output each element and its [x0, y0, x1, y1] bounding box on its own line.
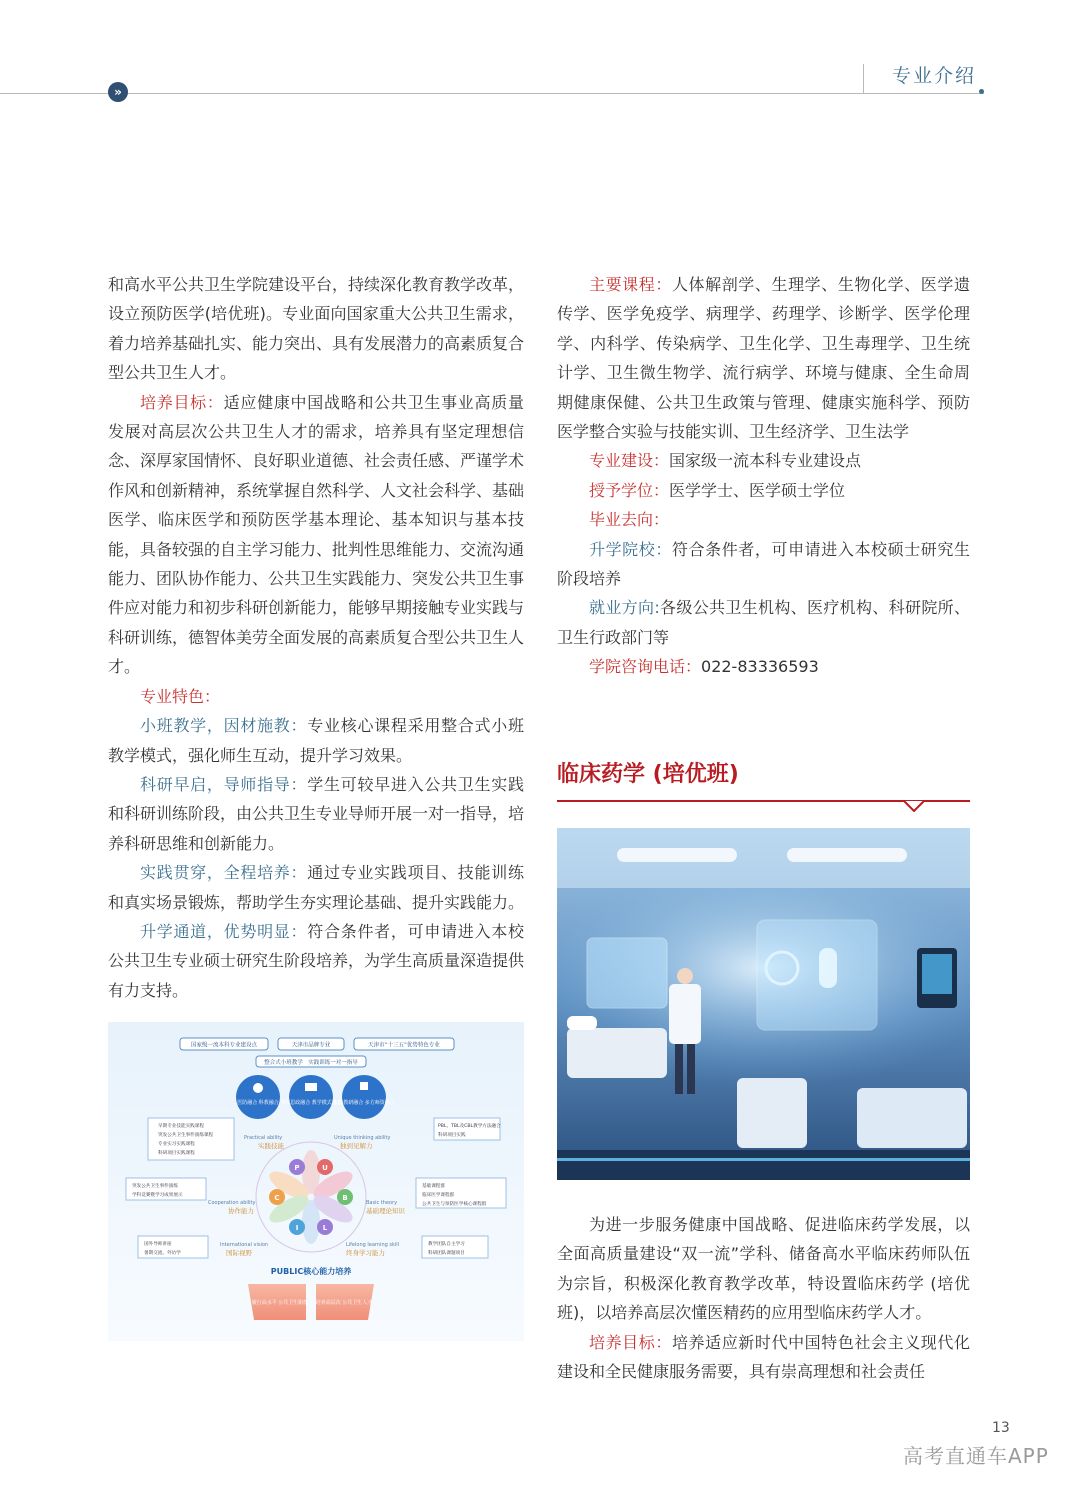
- ability-label-cn: 实践技能: [258, 1142, 284, 1150]
- feature-item: [108, 858, 524, 917]
- training-goal-label: 培养目标：: [140, 392, 224, 412]
- feature-label: 升学通道，优势明显：: [140, 921, 308, 941]
- section-notch-icon: [904, 800, 924, 812]
- list-item: 突发公共卫生事件演练课程: [158, 1133, 214, 1138]
- list-item: 公共卫生与预防医学核心课程群: [422, 1202, 487, 1207]
- list-item: 科研团队课题项目: [428, 1251, 465, 1256]
- public-letter: B: [342, 1194, 348, 1202]
- courses-paragraph: [557, 270, 970, 446]
- feature-item: [108, 770, 524, 858]
- clinical-pharmacy-lab-photo: [557, 828, 970, 1180]
- feature-text: 通过专业实践项目、技能训练和真实场景锻炼，帮助学生夯实理论基础、提升实践能力。: [108, 863, 525, 912]
- infographic-bottom-title: PUBLIC核心能力培养: [270, 1267, 352, 1276]
- construction-label: 专业建设：: [589, 451, 670, 471]
- courses-text: 人体解剖学、生理学、生物化学、医学遗传学、医学免疫学、病理学、药理学、诊断学、医学伦理学、内科学、传染病学、卫生化学、卫生毒理学、卫生统计学、卫生微生物学、流行病学、环境与健康、全生命周期健康保健、公共卫生政策与管理、健康实施科学、预防医学整合实验与技能实训、卫生经济学、卫生法学: [557, 275, 970, 442]
- infographic-tag: 国家级一流本科专业建设点: [190, 1042, 258, 1049]
- ability-label-en: International vision: [220, 1242, 269, 1248]
- courses-label: 主要课程：: [589, 275, 672, 294]
- bottom-box-label: 履行高水平 公共卫生职能: [251, 1300, 309, 1306]
- intro-paragraph: 和高水平公共卫生学院建设平台，持续深化教育教学改革，设立预防医学(培优班)。专业面向国家重大公共卫生需求，着力培养基础扎实、能力突出、具有发展潜力的高素质复合型公共卫生人才。: [108, 275, 525, 383]
- ability-label-en: Lifelong learning skill: [346, 1242, 400, 1248]
- section2-goal-label: 培养目标：: [589, 1332, 672, 1352]
- feature-item: [108, 917, 524, 1005]
- further-study-label: 升学院校：: [589, 539, 672, 559]
- training-goal-text: 适应健康中国战略和公共卫生事业高质量发展对高层次公共卫生人才的需求，培养具有坚定理想信念、深厚家国情怀、良好职业道德、社会责任感、严谨学术作风和创新精神，系统掌握自然科学、人文社会科学、基础医学、临床医学和预防医学基本理论、基本知识与基本技能，具备较强的自主学习能力、批判性思维能力、交流沟通能力、团队协作能力、公共卫生实践能力、突发公共卫生事件应对能力和初步科研创新能力，能够早期接触专业实践与科研训练，德智体美劳全面发展的高素质复合型公共卫生人才。: [108, 392, 525, 677]
- header-divider: [863, 64, 864, 94]
- section2-goal-text: 培养适应新时代中国特色社会主义现代化建设和全民健康服务需要，具有崇高理想和社会责任: [557, 1332, 970, 1382]
- list-item: 国外导师讲座: [144, 1242, 172, 1247]
- phone-number: 022-83336593: [701, 657, 819, 677]
- feature-text: 学生可较早进入公共卫生实践和科研训练阶段，由公共卫生专业导师开展一对一指导，培养科研思维和创新能力。: [108, 774, 525, 853]
- feature-label: 实践贯穿，全程培养：: [140, 863, 308, 883]
- ability-label-cn: 国际视野: [226, 1249, 252, 1257]
- list-item: 科研项目实践课程: [158, 1151, 195, 1156]
- feature-item: [108, 711, 524, 770]
- left-text-column: [108, 270, 524, 1005]
- list-item: PBL、TBL及CBL教学方法融合: [438, 1124, 501, 1129]
- section-header-title: 专业介绍: [892, 65, 977, 87]
- ability-label-en: Basic theory: [366, 1200, 398, 1206]
- feature-text: 专业核心课程采用整合式小班教学模式，强化师生互动，提升学习效果。: [108, 716, 524, 765]
- list-item: 专业实习实践课程: [158, 1142, 195, 1147]
- section-title: 临床药学 (培优班): [557, 762, 739, 787]
- right-text-column: [557, 270, 970, 682]
- feature-text: 符合条件者，可申请进入本校公共卫生专业硕士研究生阶段培养，为学生高质量深造提供有力支持。: [108, 921, 525, 1000]
- feature-label: 科研早启，导师指导：: [140, 774, 308, 794]
- section2-text: [557, 1210, 970, 1386]
- circle-label: 医防融合 科教融合: [237, 1100, 279, 1106]
- construction-paragraph: [557, 446, 970, 475]
- ability-label-en: Practical ability: [244, 1135, 283, 1141]
- bottom-box-label: 培养高层次 公共卫生人才: [315, 1300, 373, 1306]
- list-item: 早期专业技能实践课程: [158, 1124, 204, 1129]
- list-item: 临床医学课程群: [422, 1193, 455, 1198]
- circle-label: 实践教研融合 多方师资融合: [333, 1100, 395, 1106]
- infographic-tag: 天津市品牌专业: [291, 1042, 331, 1049]
- public-letter: P: [294, 1164, 300, 1172]
- destination-label: 毕业去向：: [589, 510, 670, 530]
- section2-intro: 为进一步服务健康中国战略、促进临床药学发展，以全面高质量建设“双一流”学科、储备高水平临床药师队伍为宗旨，积极深化教育教学改革，特设置临床药学 (培优班)，以培养高层次懂医精药的应用型临床药学人才。: [557, 1215, 970, 1323]
- construction-text: 国家级一流本科专业建设点: [669, 451, 862, 471]
- list-item: 基础课程群: [422, 1184, 445, 1189]
- public-letter: C: [274, 1194, 280, 1202]
- public-letter: U: [322, 1164, 328, 1172]
- list-item: 教学团队自主学习: [428, 1242, 465, 1247]
- list-item: 科研项目实践: [438, 1133, 466, 1138]
- public-letter: L: [322, 1224, 328, 1232]
- page-number: 13: [992, 1420, 1010, 1436]
- ability-label-cn: 协作能力: [228, 1207, 254, 1215]
- further-study-paragraph: [557, 535, 970, 594]
- ability-label-en: Unique thinking ability: [334, 1135, 391, 1141]
- phone-paragraph: [557, 652, 970, 681]
- public-letter: I: [295, 1224, 299, 1232]
- feature-label: 小班教学，因材施教：: [140, 716, 308, 736]
- degree-paragraph: [557, 476, 970, 505]
- features-label: 专业特色：: [140, 686, 221, 706]
- list-item: 暑期交流、外访学: [144, 1251, 181, 1256]
- degree-text: 医学学士、医学硕士学位: [669, 480, 846, 500]
- watermark: 高考直通车APP: [903, 1444, 1049, 1468]
- header-rule: [0, 93, 984, 94]
- phone-label: 学院咨询电话：: [589, 657, 702, 677]
- ability-label-cn: 终身学习能力: [346, 1249, 385, 1257]
- employment-label: 就业方向:: [589, 598, 660, 618]
- ability-label-en: Cooperation ability: [208, 1200, 256, 1206]
- further-study-text: 符合条件者，可申请进入本校硕士研究生阶段培养: [557, 539, 970, 589]
- employment-text: 各级公共卫生机构、医疗机构、科研院所、卫生行政部门等: [557, 598, 970, 647]
- section2-goal-paragraph: [557, 1328, 970, 1387]
- employment-paragraph: [557, 593, 970, 652]
- degree-label: 授予学位：: [589, 480, 670, 500]
- infographic-subtag: 整合式小班教学 实践训练一对一指导: [264, 1060, 358, 1066]
- infographic-tag: 天津市“十三五”优势特色专业: [368, 1042, 440, 1049]
- training-goal-paragraph: [108, 388, 524, 682]
- list-item: 突发公共卫生事件演练: [132, 1184, 178, 1189]
- double-chevron-icon: »: [108, 82, 128, 102]
- ability-label-cn: 独到见解力: [340, 1142, 373, 1150]
- header-dot: [979, 89, 984, 94]
- list-item: 学科竞赛暨学习成果展示: [132, 1193, 183, 1198]
- circle-label: 课程思政融合 教学模式融合: [280, 1100, 342, 1106]
- public-ability-infographic: [108, 1022, 524, 1341]
- ability-label-cn: 基础理论知识: [366, 1207, 405, 1215]
